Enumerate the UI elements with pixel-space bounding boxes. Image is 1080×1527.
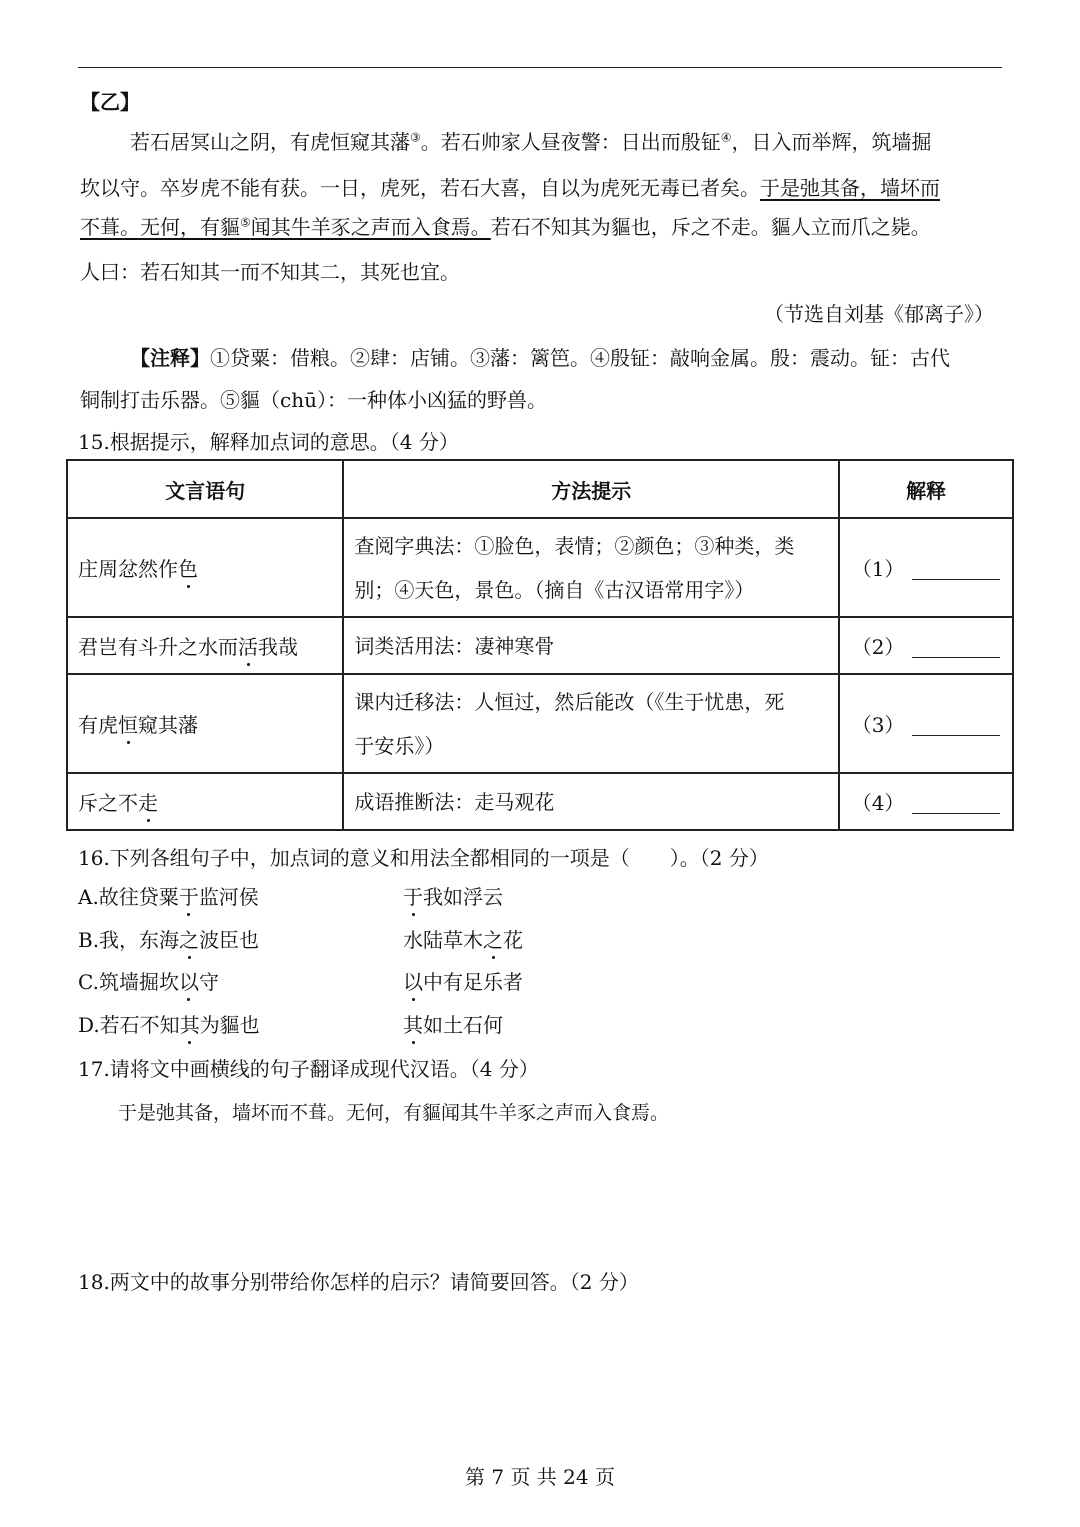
notes-line-2: 铜制打击乐器。⑤貙（chū）：一种体小凶猛的野兽。 (80, 388, 547, 412)
q15-sentence: 庄周忿然作色 (67, 518, 343, 617)
q16-option-c-right: 以中有足乐者 (403, 966, 523, 995)
q15-hint: 成语推断法：走马观花 (343, 773, 839, 830)
q16-option-a-left[interactable]: A.故往贷粟于监河侯 (78, 881, 259, 910)
q15-table (66, 459, 1014, 831)
q16-option-b-right: 水陆草木之花 (403, 924, 523, 953)
q16-option-d-left[interactable]: D.若石不知其为貙也 (78, 1009, 260, 1038)
q16-option-b-left[interactable]: B.我，东海之波臣也 (78, 924, 259, 953)
table-row (67, 617, 1013, 674)
table-row (67, 518, 1013, 617)
q15-hint: 查阅字典法：①脸色，表情；②颜色；③种类，类 别；④天色，景色。（摘自《古汉语常用字》） (343, 518, 839, 617)
q15-sentence: 有虎恒窥其藩 (67, 674, 343, 773)
table-row (67, 674, 1013, 773)
q15-hint: 词类活用法：凄神寒骨 (343, 617, 839, 674)
page-footer: 第 7 页 共 24 页 (465, 1465, 615, 1489)
q16-option-c-left[interactable]: C.筑墙掘坎以守 (78, 966, 219, 995)
section-title: 【乙】 (80, 90, 140, 114)
q15-stem: 15.根据提示，解释加点词的意思。（4 分） (78, 430, 459, 454)
q15-answer-3[interactable]: （3） (839, 674, 1013, 773)
passage-line-4: 人曰：若石知其一而不知其二，其死也宜。 (80, 260, 460, 284)
q15-answer-2[interactable]: （2） (839, 617, 1013, 674)
passage-line-3: 不葺。无何，有貙⑤闻其牛羊豕之声而入食焉。若石不知其为貙也，斥之不走。貙人立而爪之毙。 (80, 215, 931, 239)
q15-header-method: 方法提示 (343, 460, 839, 518)
q15-sentence: 君岂有斗升之水而活我哉 (67, 617, 343, 674)
passage-line-1: 若石居冥山之阴，有虎恒窥其藩③。若石帅家人昼夜警：日出而殷钲④，日入而举辉，筑墙掘 (130, 130, 932, 154)
q16-option-a-right: 于我如浮云 (403, 881, 503, 910)
q18-stem: 18.两文中的故事分别带给你怎样的启示？请简要回答。（2 分） (78, 1270, 639, 1294)
q15-header-row (67, 460, 1013, 518)
table-row (67, 773, 1013, 830)
q17-stem: 17.请将文中画横线的句子翻译成现代汉语。（4 分） (78, 1057, 539, 1081)
q15-answer-4[interactable]: （4） (839, 773, 1013, 830)
passage-line-2: 坎以守。卒岁虎不能有获。一日，虎死，若石大喜，自以为虎死无毒已者矣。于是弛其备，墙坏而 (80, 176, 940, 200)
passage-source: （节选自刘基《郁离子》） (764, 302, 994, 326)
q16-option-d-right: 其如土石何 (403, 1009, 503, 1038)
q15-sentence: 斥之不走 (67, 773, 343, 830)
q17-sentence: 于是弛其备，墙坏而不葺。无何，有貙闻其牛羊豕之声而入食焉。 (118, 1102, 670, 1124)
q16-stem: 16.下列各组句子中，加点词的意义和用法全都相同的一项是（ ）。（2 分） (78, 846, 769, 870)
q15-header-explain: 解释 (839, 460, 1013, 518)
q15-hint: 课内迁移法：人恒过，然后能改（《生于忧患，死 于安乐》） (343, 674, 839, 773)
notes-line-1: 【注释】①贷粟：借粮。②肆：店铺。③藩：篱笆。④殷钲：敲响金属。殷：震动。钲：古代 (130, 346, 950, 370)
top-rule (78, 67, 1002, 68)
q15-answer-1[interactable]: （1） (839, 518, 1013, 617)
q15-header-sentence: 文言语句 (67, 460, 343, 518)
